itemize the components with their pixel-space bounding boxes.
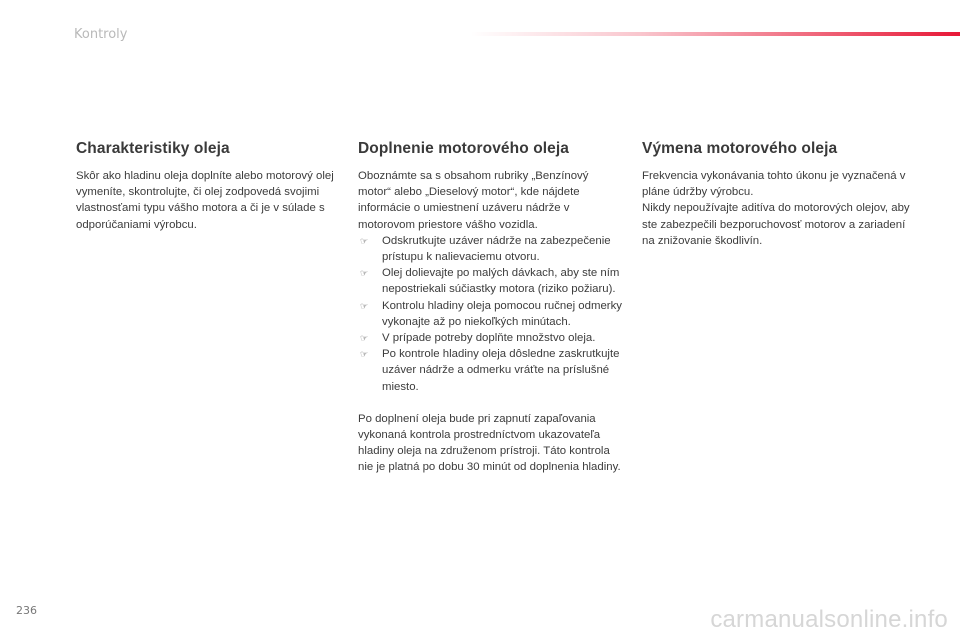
list-item-text: V prípade potreby doplňte množstvo oleja.: [382, 332, 596, 345]
column-characteristics: [76, 140, 346, 233]
column-oil-refill: [358, 140, 623, 476]
pointing-hand-icon: ☞: [360, 349, 369, 360]
list-item-text: Po kontrole hladiny oleja dôsledne zaskrutkujte uzáver nádrže a odmerku vráťte na príslušné miesto.: [382, 348, 620, 393]
pointing-hand-icon: ☞: [360, 333, 369, 344]
pointing-hand-icon: ☞: [360, 300, 369, 311]
heading-oil-refill: Doplnenie motorového oleja: [358, 140, 570, 157]
list-item-text: Olej dolievajte po malých dávkach, aby ste ním nepostriekali súčiastky motora (riziko požiaru).: [382, 267, 620, 296]
list-item: [358, 233, 623, 265]
paragraph-oil-refill-outro: Po doplnení oleja bude pri zapnutí zapaľovania vykonaná kontrola prostredníctvom ukazovateľa hladiny oleja na združenom prístroji. Táto kontrola nie je platná po dobu 30 minút od doplnenia hladiny.: [358, 412, 621, 474]
section-label: Kontroly: [74, 27, 128, 42]
list-item: [358, 330, 623, 346]
list-item-text: Kontrolu hladiny oleja pomocou ručnej odmerky vykonajte až po niekoľkých minútach.: [382, 299, 622, 328]
watermark-logo: carmanualsonline.info: [710, 606, 948, 633]
list-item: [358, 346, 623, 395]
page-number: 236: [16, 604, 37, 617]
heading-oil-change: Výmena motorového oleja: [642, 140, 838, 157]
heading-characteristics: Charakteristiky oleja: [76, 140, 230, 157]
paragraph-oil-refill-intro: Oboznámte sa s obsahom rubriky „Benzínový motor“ alebo „Dieselový motor“, kde nájdete informácie o umiestnení uzáveru nádrže v motorovom priestore vášho vozidla.: [358, 170, 589, 231]
list-item-text: Odskrutkujte uzáver nádrže na zabezpečenie prístupu k nalievaciemu otvoru.: [382, 234, 611, 264]
oil-refill-steps: [358, 233, 623, 395]
header-accent-bar: [470, 32, 960, 36]
column-oil-change: [642, 140, 912, 249]
paragraph-oil-change-frequency: Frekvencia vykonávania tohto úkonu je vyznačená v pláne údržby výrobcu.: [642, 170, 906, 199]
list-item: [358, 265, 623, 297]
paragraph-oil-change-additives: Nikdy nepoužívajte aditíva do motorových olejov, aby ste zabezpečili bezporuchovosť motorov a zariadení na znižovanie škodlivín.: [642, 202, 910, 247]
pointing-hand-icon: ☞: [360, 268, 369, 279]
pointing-hand-icon: ☞: [360, 235, 369, 246]
list-item: [358, 298, 623, 330]
paragraph-characteristics: Skôr ako hladinu oleja doplníte alebo motorový olej vymeníte, skontrolujte, či olej zodpovedá svojimi vlastnosťami typu vášho motora a či je v súlade s odporúčaniami výrobcu.: [76, 170, 334, 231]
